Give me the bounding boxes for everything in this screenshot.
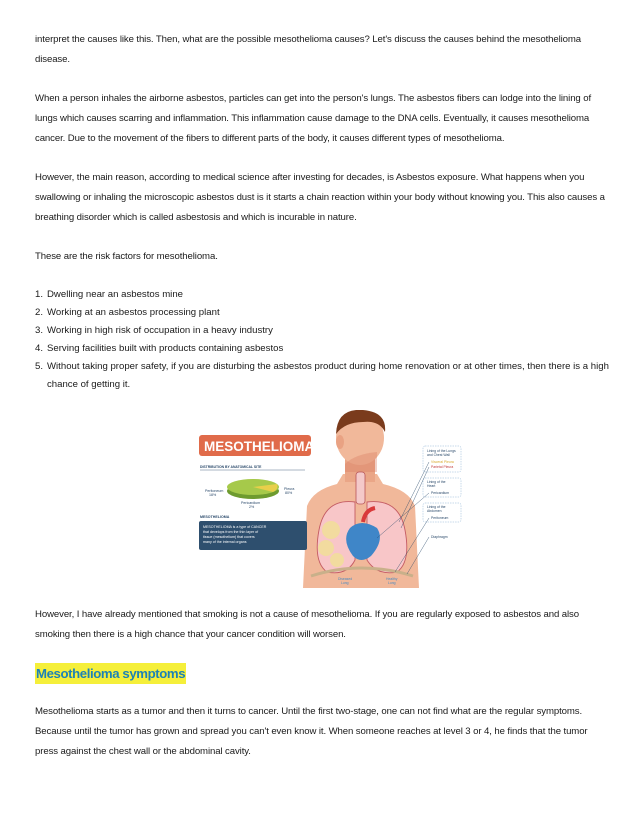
svg-text:that develops from the thin la: that develops from the thin layer of [203, 530, 259, 534]
svg-text:Parietal Pleura: Parietal Pleura [431, 465, 454, 469]
paragraph-causes-intro: interpret the causes like this. Then, what are the possible mesothelioma causes? Let's discuss the causes behind the mesothelioma disease. [35, 34, 582, 65]
svg-text:many of the internal organs: many of the internal organs [203, 540, 247, 544]
svg-text:MESOTHELIOMA: MESOTHELIOMA [200, 515, 230, 519]
svg-text:Healthy: Healthy [386, 577, 398, 581]
svg-text:Visceral Pleura: Visceral Pleura [431, 460, 454, 464]
svg-text:Heart: Heart [427, 484, 436, 488]
list-item: 3. Working in high risk of occupation in a heavy industry [35, 325, 273, 336]
list-item: 1. Dwelling near an asbestos mine [35, 289, 183, 300]
svg-text:80%: 80% [285, 491, 293, 495]
svg-text:Lining of the: Lining of the [427, 505, 446, 509]
svg-text:Peritoneum: Peritoneum [205, 489, 224, 493]
svg-text:and Chest Wall: and Chest Wall [427, 453, 450, 457]
svg-text:Diaphragm: Diaphragm [431, 535, 448, 539]
svg-text:Lung: Lung [388, 581, 396, 585]
svg-text:tissue (mesothelium) that cove: tissue (mesothelium) that covers [203, 535, 255, 539]
svg-text:Pericardium: Pericardium [241, 501, 261, 505]
svg-text:DISTRIBUTION BY ANATOMICAL SIT: DISTRIBUTION BY ANATOMICAL SITE [200, 465, 262, 469]
svg-text:Abdomen: Abdomen [427, 509, 442, 513]
svg-text:Pericardium: Pericardium [431, 491, 450, 495]
svg-text:18%: 18% [209, 493, 217, 497]
list-item: 5. Without taking proper safety, if you are disturbing the asbestos product during home renovation or at other times, then there is a high chance of getting it. [35, 361, 609, 390]
svg-text:Peritoneum: Peritoneum [431, 516, 449, 520]
infographic-title: MESOTHELIOMA [204, 439, 315, 454]
mesothelioma-infographic [195, 410, 467, 588]
paragraph-smoking: However, I have already mentioned that smoking is not a cause of mesothelioma. If you are regularly exposed to asbestos and also smoking then there is a high chance that your cancer condition will worsen. [35, 609, 579, 640]
svg-text:Pleura: Pleura [284, 487, 295, 491]
section-heading-symptoms: Mesothelioma symptoms [35, 663, 186, 684]
paragraph-risk-intro: These are the risk factors for mesothelioma. [35, 251, 218, 262]
paragraph-symptoms: Mesothelioma starts as a tumor and then it turns to cancer. Until the first two-stage, one can not find what are the regular symptoms. Because until the tumor has grown and spread you can't even know it. When someone reaches at level 3 or 4, he finds that the tumor press against the chest wall or the abdominal cavity. [35, 706, 588, 757]
paragraph-inhalation: When a person inhales the airborne asbestos, particles can get into the person's lungs. The asbestos fibers can lodge into the lining of lungs which causes scarring and inflammation. This inflammation cause damage to the DNA cells. Eventually, it causes mesothelioma cancer. Due to the movement of the fibers to different parts of the body, it causes different types of mesothelioma. [35, 93, 592, 144]
svg-text:2%: 2% [249, 505, 255, 509]
svg-text:Lung: Lung [341, 581, 349, 585]
svg-text:Diseased: Diseased [338, 577, 353, 581]
paragraph-main-reason: However, the main reason, according to medical science after investing for decades, is Asbestos exposure. What happens when you swallowing or inhaling the microscopic asbestos dust is it starts a chain reaction within your body without knowing you. This also causes a breathing disorder which is called asbestosis and which is incurable in nature. [35, 172, 605, 223]
svg-text:Lining of the: Lining of the [427, 480, 446, 484]
risk-factor-list [35, 286, 610, 394]
svg-text:MESOTHELIOMA is a type of CANC: MESOTHELIOMA is a type of CANCER [203, 525, 267, 529]
trachea-icon [356, 472, 365, 504]
svg-text:Lining of the Lungs: Lining of the Lungs [427, 449, 456, 453]
list-item: 2. Working at an asbestos processing plant [35, 307, 220, 318]
list-item: 4. Serving facilities built with products containing asbestos [35, 343, 284, 354]
mesothelioma-illustration [195, 410, 467, 588]
article-body [35, 30, 610, 762]
